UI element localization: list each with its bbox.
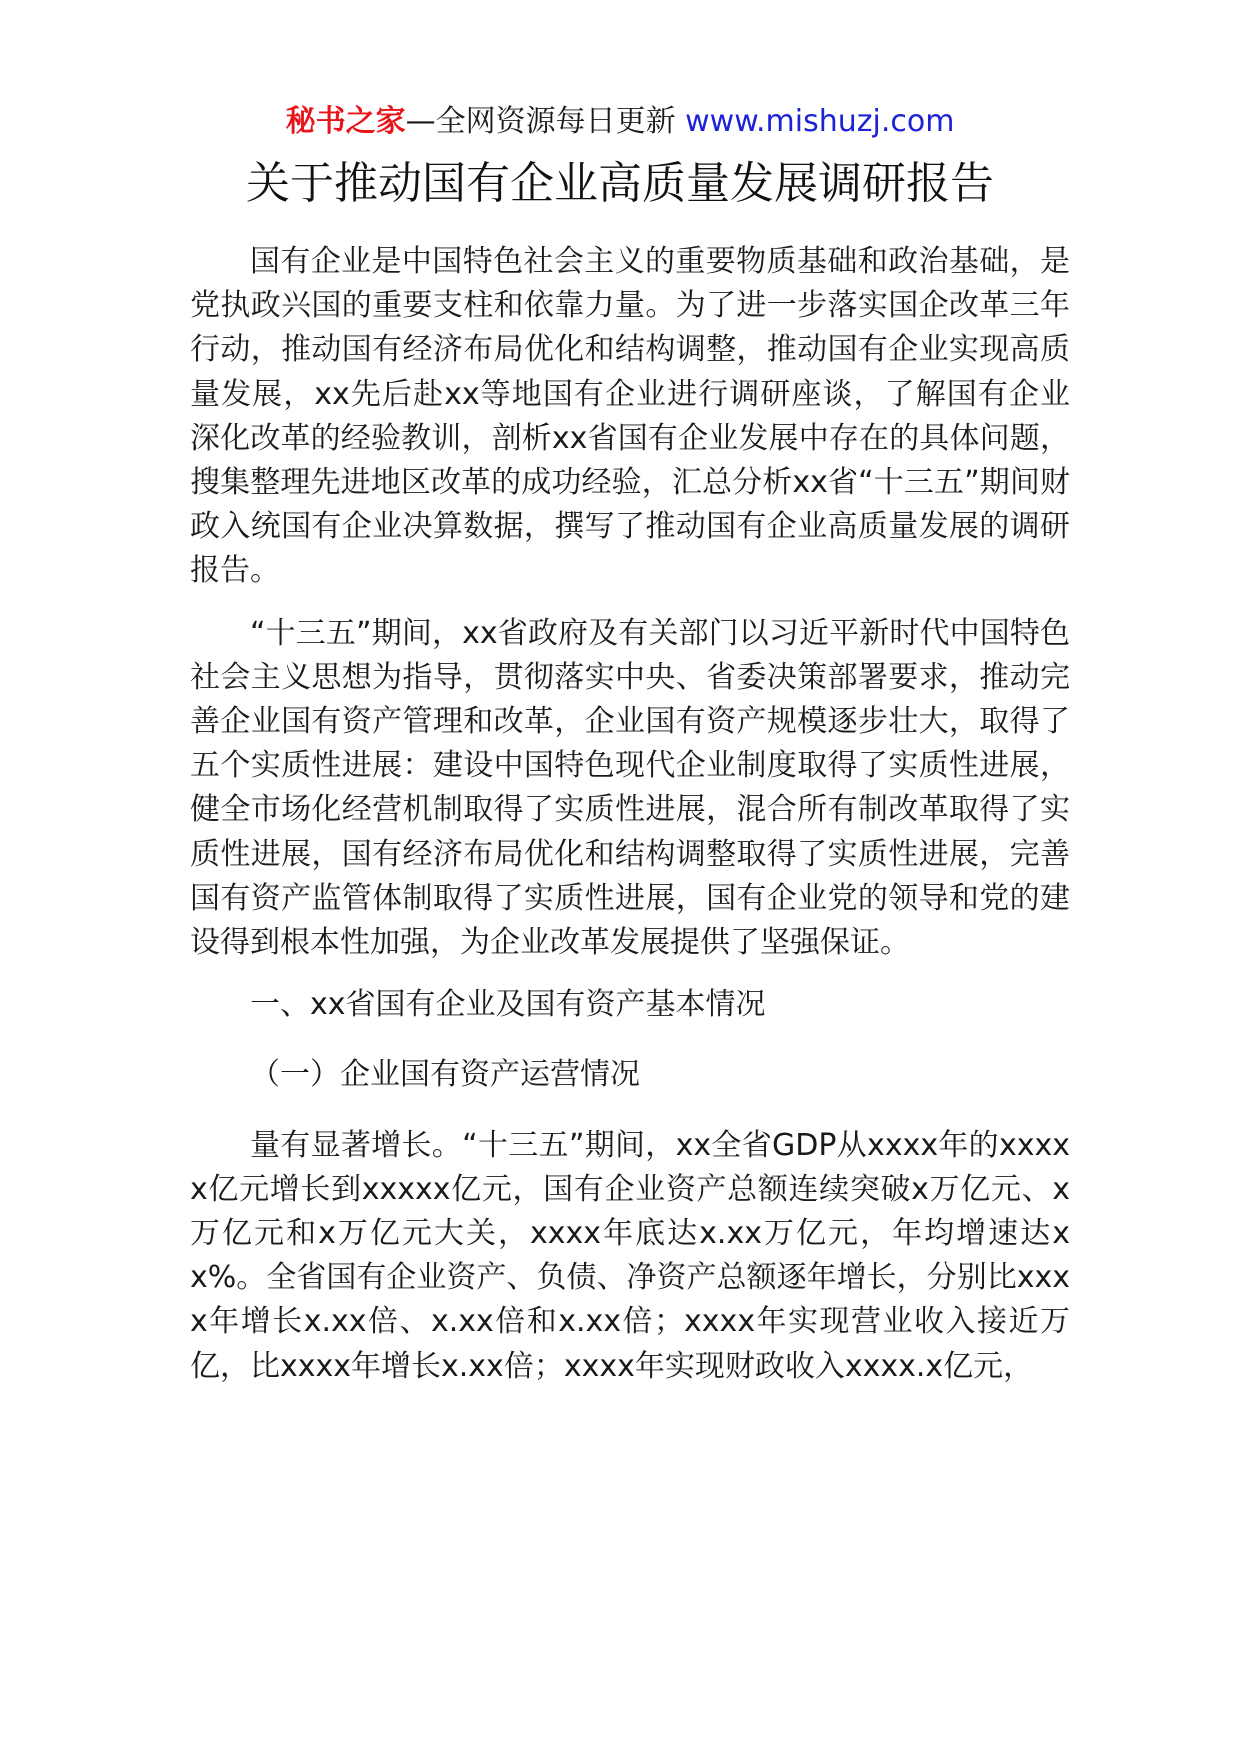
site-header	[0, 100, 1240, 144]
document-body	[190, 240, 1070, 1407]
subsection-heading: （一）企业国有资产运营情况	[250, 1057, 640, 1093]
paragraph-intro: 国有企业是中国特色社会主义的重要物质基础和政治基础，是党执政兴国的重要支柱和依靠力量。为了进一步落实国企改革三年行动，推动国有经济布局优化和结构调整，推动国有企业实现高质量发展，xx先后赴xx等地国有企业进行调研座谈，了解国有企业深化改革的经验教训，剖析xx省国有企业发展中存在的具体问题，搜集整理先进地区改革的成功经验，汇总分析xx省“十三五”期间财政入统国有企业决算数据，撰写了推动国有企业高质量发展的调研报告。	[190, 244, 1070, 589]
section-heading: 一、xx省国有企业及国有资产基本情况	[250, 987, 766, 1023]
brand-name: 秘书之家	[285, 104, 406, 139]
paragraph-progress: “十三五”期间，xx省政府及有关部门以习近平新时代中国特色社会主义思想为指导，贯彻落实中央、省委决策部署要求，推动完善企业国有资产管理和改革，企业国有资产规模逐步壮大，取得了五个实质性进展：建设中国特色现代企业制度取得了实质性进展，健全市场化经营机制取得了实质性进展，混合所有制改革取得了实质性进展，国有经济布局优化和结构调整取得了实质性进展，完善国有资产监管体制取得了实质性进展，国有企业党的领导和党的建设得到根本性加强，为企业改革发展提供了坚强保证。	[190, 615, 1070, 961]
paragraph-growth: 量有显著增长。“十三五”期间，xx全省GDP从xxxx年的xxxxx亿元增长到xxxxx亿元，国有企业资产总额连续突破x万亿元、x万亿元和x万亿元大关，xxxx年底达x.xx万亿元，年均增速达xx%。全省国有企业资产、负债、净资产总额逐年增长，分别比xxxx年增长x.xx倍、x.xx倍和x.xx倍；xxxx年实现营业收入接近万亿，比xxxx年增长x.xx倍；xxxx年实现财政收入xxxx.x亿元，	[190, 1127, 1070, 1384]
header-tagline: —全网资源每日更新	[405, 104, 676, 139]
document-title: 关于推动国有企业高质量发展调研报告	[246, 158, 994, 209]
site-url-link[interactable]: www.mishuzj.com	[685, 104, 955, 139]
